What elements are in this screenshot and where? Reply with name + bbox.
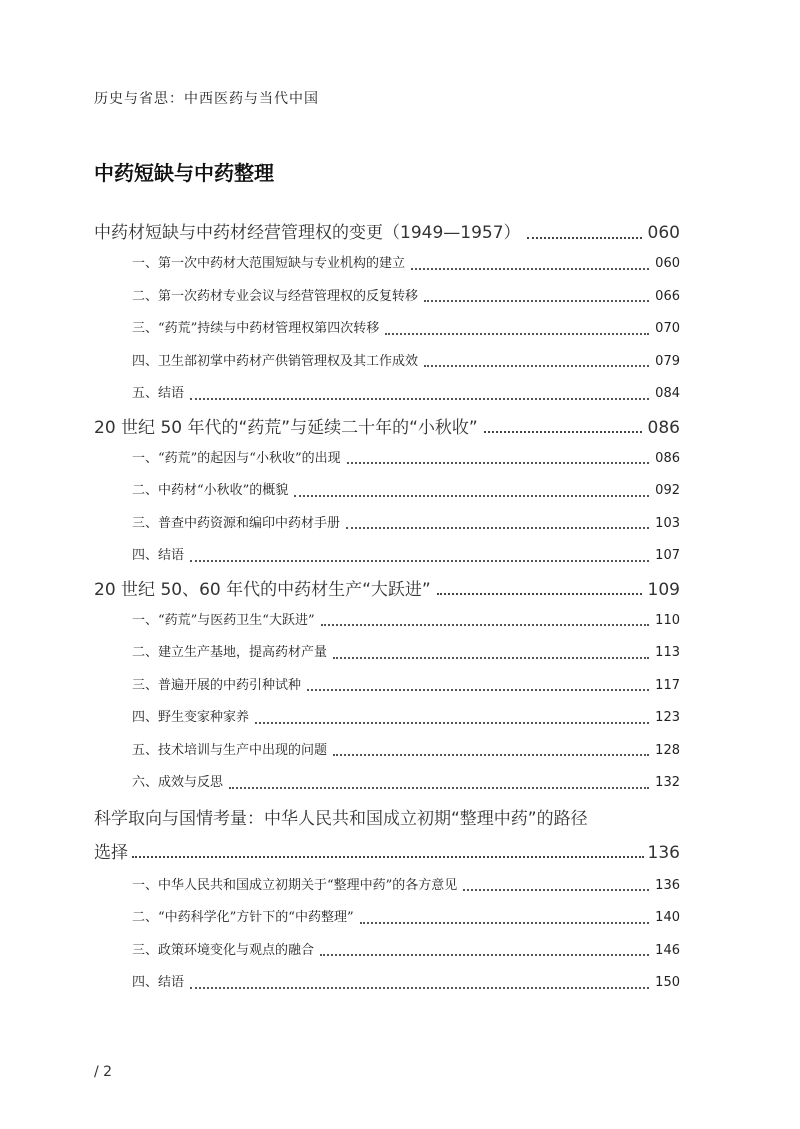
page-number: 060 [647, 223, 680, 243]
section-title: 五、结语 [132, 386, 185, 401]
section-title: 二、中药材“小秋收”的概貌 [132, 483, 289, 498]
toc-section[interactable] [94, 508, 680, 541]
section-title: 一、第一次中药材大范围短缺与专业机构的建立 [132, 256, 406, 271]
page-number: 146 [655, 942, 680, 958]
section-title: 四、结语 [132, 975, 185, 990]
toc-section[interactable] [94, 735, 680, 768]
chapter-title: 20 世纪 50、60 年代的中药材生产“大跃进” [94, 579, 431, 600]
section-title: 三、普遍开展的中药引种试种 [132, 677, 302, 693]
section-title: 二、建立生产基地，提高药材产量 [132, 645, 328, 660]
page-number: 086 [647, 417, 680, 438]
leader-dots [411, 267, 649, 270]
toc-section[interactable] [94, 281, 680, 314]
toc-chapter[interactable] [94, 575, 680, 605]
toc-section[interactable] [94, 670, 680, 703]
leader-dots [333, 656, 649, 659]
section-title: 三、“药荒”持续与中药材管理权第四次转移 [132, 321, 380, 336]
page-number: 066 [655, 288, 680, 304]
section-title: 六、成效与反思 [132, 775, 224, 790]
toc-section[interactable] [94, 248, 680, 281]
leader-dots [484, 430, 642, 433]
leader-dots [190, 397, 649, 400]
running-head: 历史与省思：中西医药与当代中国 [94, 91, 319, 107]
page-number: 110 [655, 612, 680, 628]
leader-dots [294, 494, 649, 497]
toc-section[interactable] [94, 540, 680, 573]
section-title: 三、普查中药资源和编印中药材手册 [132, 515, 341, 531]
page-number: 060 [655, 256, 680, 271]
page-number: 132 [655, 775, 680, 790]
section-title: 一、“药荒”的起因与“小秋收”的出现 [132, 450, 341, 466]
leader-dots [424, 364, 649, 367]
toc-section[interactable] [94, 346, 680, 379]
leader-dots [424, 299, 649, 302]
leader-dots [527, 236, 642, 239]
toc-section[interactable] [94, 870, 680, 903]
page-number: 150 [655, 975, 680, 990]
toc-section[interactable] [94, 475, 680, 508]
leader-dots [190, 986, 649, 989]
toc-section[interactable] [94, 378, 680, 411]
section-title: 一、“药荒”与医药卫生“大跃进” [132, 612, 315, 628]
chapter-title: 20 世纪 50 年代的“药荒”与延续二十年的“小秋收” [94, 417, 478, 438]
leader-dots [320, 953, 649, 956]
toc-section[interactable] [94, 702, 680, 735]
chapter-title: 中药材短缺与中药材经营管理权的变更（1949—1957） [94, 223, 521, 243]
page-number: 113 [655, 645, 680, 660]
toc-section[interactable] [94, 443, 680, 476]
page-number: 070 [655, 321, 680, 336]
leader-dots [255, 721, 649, 724]
toc-section[interactable] [94, 935, 680, 968]
page-number: 086 [655, 450, 680, 466]
leader-dots [321, 623, 650, 626]
leader-dots [463, 888, 649, 891]
section-title: 二、“中药科学化”方针下的“中药整理” [132, 910, 354, 925]
toc-section[interactable] [94, 313, 680, 346]
toc-chapter[interactable] [94, 413, 680, 443]
leader-dots [346, 526, 649, 529]
chapter-title-line2: 选择 [94, 842, 128, 863]
leader-dots [437, 592, 642, 595]
leader-dots [385, 332, 649, 335]
page-number: 123 [655, 710, 680, 725]
leader-dots [190, 559, 649, 562]
page-number: 140 [655, 910, 680, 925]
toc-section[interactable] [94, 902, 680, 935]
toc-section[interactable] [94, 637, 680, 670]
page-number: 136 [647, 842, 680, 863]
toc-chapter[interactable] [94, 218, 680, 248]
page-number: 109 [647, 579, 680, 600]
chapter-title-line1: 科学取向与国情考量：中华人民共和国成立初期“整理中药”的路径 [94, 808, 588, 829]
page-folio: / 2 [94, 1064, 113, 1080]
page-number: 136 [655, 877, 680, 893]
leader-dots [333, 753, 649, 756]
page-number: 107 [655, 548, 680, 563]
leader-dots [132, 855, 644, 858]
section-title: 三、政策环境变化与观点的融合 [132, 942, 315, 958]
section-title: 四、野生变家种家养 [132, 710, 250, 725]
page-number: 103 [655, 515, 680, 531]
section-title: 一、中华人民共和国成立初期关于“整理中药”的各方意见 [132, 877, 458, 893]
leader-dots [229, 786, 649, 789]
page-number: 084 [655, 386, 680, 401]
section-title: 四、结语 [132, 548, 185, 563]
section-title: 二、第一次药材专业会议与经营管理权的反复转移 [132, 288, 419, 304]
page-number: 092 [655, 483, 680, 498]
toc-section[interactable] [94, 767, 680, 800]
section-title: 四、卫生部初掌中药材产供销管理权及其工作成效 [132, 353, 419, 369]
table-of-contents [94, 216, 680, 1000]
toc-section[interactable] [94, 967, 680, 1000]
part-title: 中药短缺与中药整理 [94, 161, 274, 185]
leader-dots [347, 461, 650, 464]
page-number: 117 [655, 677, 680, 693]
toc-section[interactable] [94, 605, 680, 638]
page-number: 079 [655, 353, 680, 369]
section-title: 五、技术培训与生产中出现的问题 [132, 742, 328, 758]
page-number: 128 [655, 742, 680, 758]
toc-chapter[interactable] [94, 802, 680, 870]
leader-dots [360, 921, 650, 924]
leader-dots [307, 688, 649, 691]
